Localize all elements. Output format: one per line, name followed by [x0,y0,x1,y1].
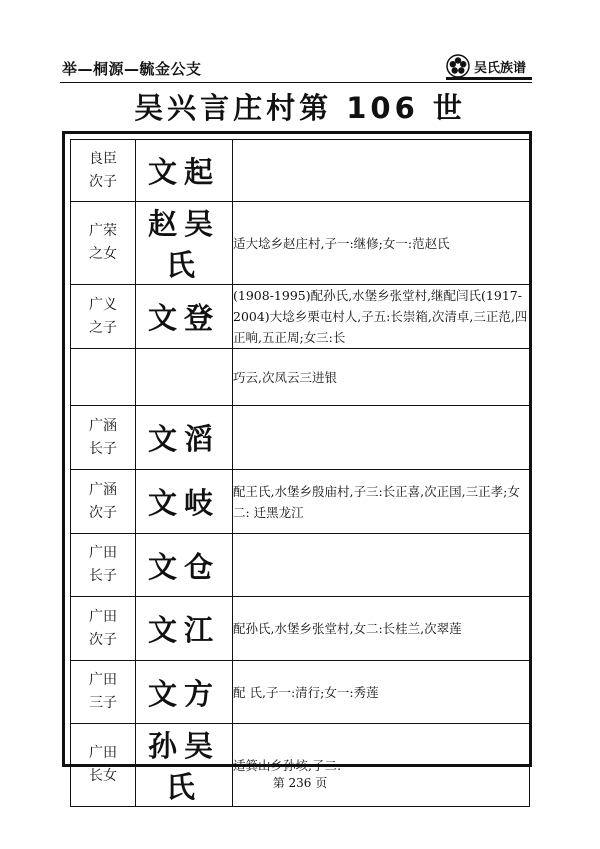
relation-role: 长子 [89,440,117,457]
relation-parent: 广涵 [89,417,117,434]
clan-badge [446,53,526,79]
relation-cell [71,202,136,285]
relation-role: 长子 [89,568,117,584]
genealogy-row [71,534,530,597]
relation-parent: 广荣 [89,223,117,239]
relation-role: 次子 [89,504,117,521]
page-number: 第 236 页 [272,776,328,790]
genealogy-table [70,139,530,807]
member-details [233,140,530,202]
genealogy-row [71,285,530,349]
relation-cell [71,285,136,349]
relation-parent: 广田 [89,745,117,761]
relation-cell [71,661,136,724]
relation-role: 三子 [89,695,117,711]
member-name: 文起 [136,140,233,202]
relation-cell [71,406,136,470]
relation-parent: 广义 [89,296,117,313]
member-name: 文登 [136,285,233,349]
relation-role: 长女 [89,768,117,784]
relation-cell [71,349,136,406]
member-details: 巧云,次凤云三进银 [233,349,530,406]
badge-underline [446,77,532,80]
member-name: 文仓 [136,534,233,597]
member-details: (1908-1995)配孙氏,水堡乡张堂村,继配闫氏(1917-2004)大埝乡栗屯村人,子五:长崇箱,次清卓,三正范,四正响,五正周;女三:长 [233,285,530,349]
relation-cell [71,140,136,202]
relation-parent: 广田 [89,608,117,625]
member-name: 文江 [136,597,233,661]
relation-role: 次子 [89,173,117,190]
genealogy-row [71,661,530,724]
family-crest-icon [446,54,470,78]
genealogy-row [71,202,530,285]
relation-role: 之女 [89,246,117,262]
member-details: 适箕山乡孙垓,子二: [233,724,530,807]
relation-parent: 广田 [89,545,117,561]
member-name: 文方 [136,661,233,724]
member-details: 配孙氏,水堡乡张堂村,女二:长桂兰,次翠莲 [233,597,530,661]
relation-cell [71,597,136,661]
member-details: 配 氏,子一:清行;女一:秀莲 [233,661,530,724]
lineage-header: 举—桐源—毓金公支 [62,60,202,78]
page-title: 吴兴言庄村第 106 世 [134,91,466,125]
genealogy-table-body [71,140,530,807]
member-details: 适大埝乡赵庄村,子一:继修;女一:范赵氏 [233,202,530,285]
relation-parent: 广田 [89,672,117,688]
genealogy-row [71,349,530,406]
member-name: 孙吴氏 [136,724,233,807]
member-name: 文滔 [136,406,233,470]
member-details [233,534,530,597]
clan-badge-label: 吴氏族谱 [474,60,527,76]
genealogy-row [71,140,530,202]
member-details [233,406,530,470]
relation-role: 次子 [89,631,117,648]
relation-cell [71,724,136,807]
genealogy-row [71,597,530,661]
relation-parent: 良臣 [89,150,117,167]
relation-parent: 广涵 [89,481,117,498]
relation-role: 之子 [89,319,117,336]
genealogy-row [71,724,530,807]
member-name: 赵吴氏 [136,202,233,285]
member-details: 配王氏,水堡乡殷庙村,子三:长正喜,次正国,三正孝;女二: 迁黑龙江 [233,470,530,534]
genealogy-row [71,470,530,534]
member-name [136,349,233,406]
member-name: 文岐 [136,470,233,534]
header-divider [60,82,532,83]
relation-cell [71,534,136,597]
relation-cell [71,470,136,534]
genealogy-row [71,406,530,470]
